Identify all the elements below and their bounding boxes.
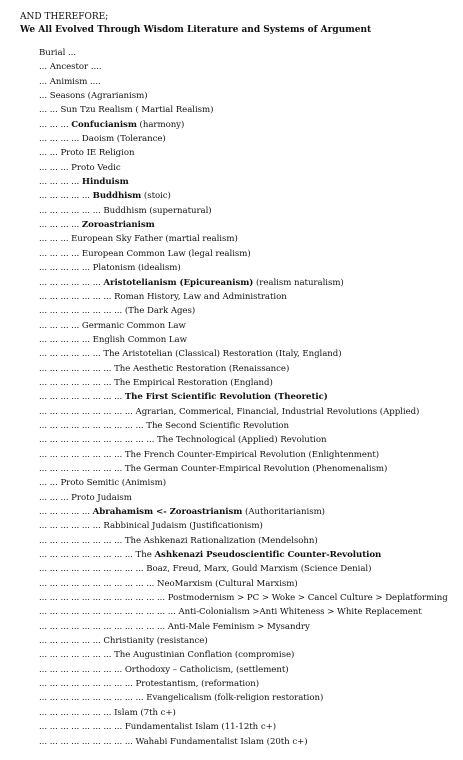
outline-item-text: ... ... ... ... ... ... ... The Augustinian Conflation (compromise) (39, 650, 295, 661)
outline-item-text: ... ... ... ... ... (39, 191, 93, 202)
outline-item-text: ... ... Sun Tzu Realism ( Martial Realism) (39, 105, 214, 116)
outline-item-text: ... ... ... ... ... ... ... ... ... Protestantism, (reformation) (39, 679, 260, 690)
outline-item-text: ... ... ... ... (39, 220, 82, 231)
outline-item-emphasis: Zoroastrianism (81, 220, 155, 231)
outline-item-text: ... ... ... ... ... ... Christianity (resistance) (39, 636, 208, 647)
outline-item-text: ... ... ... ... ... ... ... Islam (7th c+) (39, 707, 176, 718)
outline-item-text: ... ... Proto IE Religion (39, 148, 135, 159)
outline-list (39, 46, 463, 749)
outline-item-text: ... ... ... ... ... ... ... The Aesthetic Restoration (Renaissance) (39, 363, 290, 374)
outline-item-text: ... ... ... ... ... ... Buddhism (supernatural) (39, 205, 212, 216)
outline-item-text: ... ... ... ... ... ... ... The Empirical Restoration (England) (39, 377, 273, 388)
outline-item (39, 720, 463, 734)
outline-item (39, 634, 463, 648)
outline-item-text: ... ... ... ... ... ... ... ... (39, 392, 125, 403)
outline-item (39, 132, 463, 146)
outline-item (39, 89, 463, 103)
outline-item (39, 333, 463, 347)
outline-item (39, 103, 463, 117)
outline-item-text: ... ... ... ... (39, 177, 82, 188)
outline-item-text: ... ... ... ... ... ... ... ... (The Dark Ages) (39, 306, 196, 317)
outline-item (39, 663, 463, 677)
outline-item-text: ... ... Proto Semitic (Animism) (39, 478, 166, 489)
outline-item (39, 433, 463, 447)
outline-item (39, 419, 463, 433)
outline-item (39, 476, 463, 490)
outline-item (39, 376, 463, 390)
outline-item-text: ... ... ... ... European Common Law (legal realism) (39, 248, 251, 259)
outline-item-text: ... ... ... ... ... Platonism (idealism) (39, 263, 181, 274)
outline-item (39, 706, 463, 720)
document-title: We All Evolved Through Wisdom Literature and Systems of Argument (20, 25, 372, 35)
outline-item-text: ... ... ... ... ... ... ... ... ... Agrarian, Commerical, Financial, Industrial Revolutions (Applied) (39, 406, 420, 417)
outline-item-text: ... ... ... ... ... ... ... ... ... ... Boaz, Freud, Marx, Gould Marxism (Science Denial) (39, 564, 372, 575)
outline-item (39, 118, 463, 132)
outline-item-note: (stoic) (141, 191, 171, 202)
outline-item-text: ... ... ... ... Germanic Common Law (39, 320, 186, 331)
outline-item-text: ... ... ... ... ... (39, 507, 93, 517)
outline-item (39, 548, 463, 562)
outline-item-text: ... ... ... (39, 119, 72, 130)
outline-item (39, 577, 463, 591)
outline-item (39, 247, 463, 261)
outline-item-note: (realism naturalism) (253, 277, 344, 288)
outline-item-emphasis: Confucianism (71, 119, 137, 130)
outline-item-text: ... ... ... ... ... ... ... ... The French Counter-Empirical Revolution (Enlightenment) (39, 449, 380, 460)
outline-item-text: ... Animism .... (39, 76, 101, 87)
outline-item-text: Burial ... (39, 48, 77, 58)
outline-item-note: (Authoritarianism) (242, 507, 325, 517)
outline-item-text: ... ... ... ... ... ... ... ... Fundamentalist Islam (11-12th c+) (39, 722, 277, 733)
outline-item (39, 620, 463, 634)
outline-item (39, 677, 463, 691)
outline-item-text: ... ... ... ... ... ... Rabbinical Judaism (Justificationism) (39, 521, 263, 532)
outline-item (39, 46, 463, 60)
outline-item-emphasis: Aristotelianism (Epicureanism) (103, 277, 254, 288)
outline-item-text: ... Seasons (Agrarianism) (39, 91, 148, 102)
outline-item-text: ... ... ... European Sky Father (martial realism) (39, 234, 238, 245)
outline-item-text: ... ... ... ... ... ... ... ... ... ... ... NeoMarxism (Cultural Marxism) (39, 578, 298, 589)
outline-item-text: ... ... ... ... ... ... ... ... ... ... ... ... Anti-Male Feminism > Mysandry (39, 621, 310, 632)
outline-item-text: ... ... ... ... ... ... ... ... ... The (39, 550, 155, 561)
outline-item-text: ... ... ... ... ... ... ... ... Orthodoxy – Catholicism, (settlement) (39, 664, 289, 675)
outline-item (39, 232, 463, 246)
outline-item (39, 491, 463, 505)
outline-item (39, 605, 463, 619)
outline-item (39, 175, 463, 189)
outline-item (39, 505, 463, 519)
outline-item (39, 146, 463, 160)
outline-item (39, 304, 463, 318)
outline-item (39, 405, 463, 419)
outline-item-text: ... Ancestor .... (39, 62, 102, 73)
outline-item (39, 319, 463, 333)
outline-item-text: ... ... ... ... ... ... ... ... The Ashkenazi Rationalization (Mendelsohn) (39, 535, 318, 546)
outline-item (39, 161, 463, 175)
outline-item-text: ... ... ... ... ... ... ... ... ... ... The Second Scientific Revolution (39, 420, 290, 431)
outline-item-text: ... ... ... ... Daoism (Tolerance) (39, 134, 166, 145)
outline-item-emphasis: Buddhism (92, 191, 142, 202)
outline-item-text: ... ... ... ... ... ... ... ... ... ... ... ... ... Anti-Colonialism >Anti Whiteness > White Replacement (39, 607, 422, 618)
outline-item (39, 390, 463, 404)
outline-item-emphasis: Abrahamism <- Zoroastrianism (92, 507, 243, 517)
outline-item-emphasis: Hinduism (81, 177, 129, 188)
outline-item (39, 75, 463, 89)
outline-item (39, 347, 463, 361)
outline-item (39, 648, 463, 662)
outline-item-note: (harmony) (136, 119, 185, 130)
outline-item-text: ... ... ... ... ... English Common Law (39, 334, 187, 345)
outline-item (39, 362, 463, 376)
outline-item-emphasis: Ashkenazi Pseudoscientific Counter-Revolution (154, 550, 382, 561)
outline-item (39, 290, 463, 304)
outline-item-text: ... ... ... ... ... ... (39, 277, 104, 288)
outline-item (39, 276, 463, 290)
outline-item-text: ... ... ... ... ... ... ... Roman History, Law and Administration (39, 291, 287, 302)
outline-item (39, 261, 463, 275)
outline-item (39, 60, 463, 74)
outline-item-text: ... ... ... ... ... ... ... ... ... Wahabi Fundamentalist Islam (20th c+) (39, 736, 308, 747)
outline-item-text: ... ... ... ... ... ... ... ... ... ... ... The Technological (Applied) Revolution (39, 435, 327, 446)
document-kicker: AND THEREFORE; (20, 12, 109, 22)
outline-item-text: ... ... ... ... ... ... ... ... ... ... ... ... Postmodernism > PC > Woke > Cancel Culture > Deplatforming (39, 593, 448, 604)
outline-item (39, 218, 463, 232)
outline-item (39, 189, 463, 203)
outline-item-emphasis: The First Scientific Revolution (Theoretic) (124, 392, 328, 403)
outline-item (39, 735, 463, 749)
outline-item (39, 691, 463, 705)
outline-item (39, 562, 463, 576)
outline-item-text: ... ... ... Proto Vedic (39, 162, 121, 173)
outline-item-text: ... ... ... ... ... ... The Aristotelian (Classical) Restoration (Italy, England) (39, 349, 342, 360)
outline-item-text: ... ... ... ... ... ... ... ... ... ... Evangelicalism (folk-religion restoration) (39, 693, 324, 704)
outline-item (39, 448, 463, 462)
outline-item (39, 204, 463, 218)
outline-item-text: ... ... ... Proto Judaism (39, 492, 132, 503)
outline-item (39, 591, 463, 605)
outline-item (39, 462, 463, 476)
outline-item-text: ... ... ... ... ... ... ... ... The German Counter-Empirical Revolution (Phenomenalism) (39, 463, 388, 474)
outline-item (39, 534, 463, 548)
outline-item (39, 519, 463, 533)
